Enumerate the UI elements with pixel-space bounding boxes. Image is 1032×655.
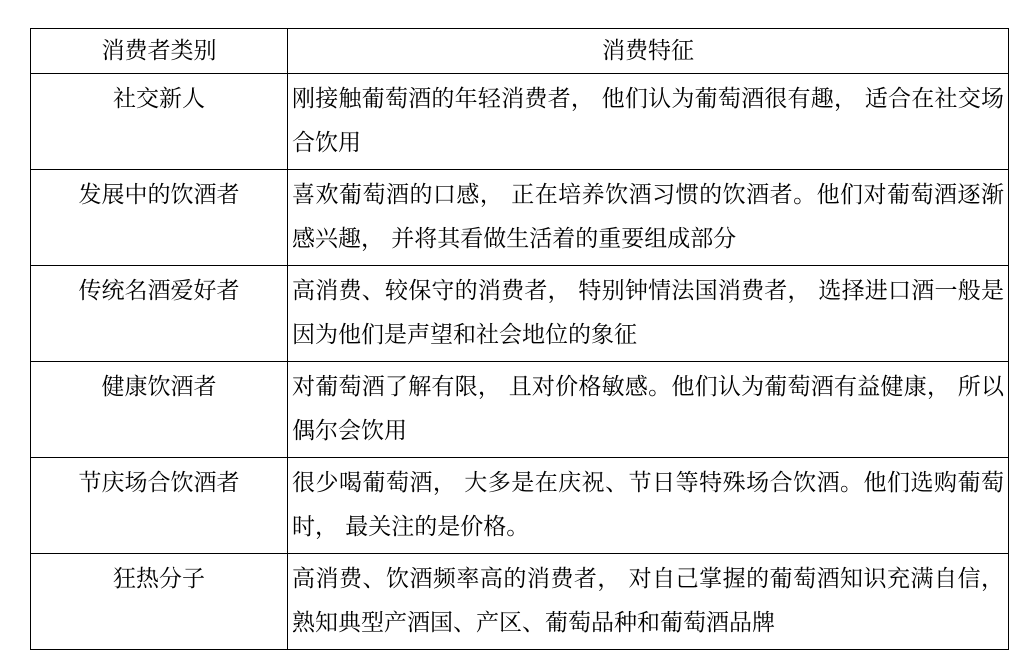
table-row [31, 74, 1009, 170]
feature-cell: 喜欢葡萄酒的口感， 正在培养饮酒习惯的饮酒者。他们对葡萄酒逐渐感兴趣， 并将其看做生活着的重要组成部分 [288, 170, 1009, 266]
consumer-table [30, 28, 1009, 650]
header-row [31, 29, 1009, 74]
feature-cell: 刚接触葡萄酒的年轻消费者， 他们认为葡萄酒很有趣， 适合在社交场合饮用 [288, 74, 1009, 170]
table-body [31, 74, 1009, 650]
category-cell: 狂热分子 [31, 554, 288, 650]
table-header [31, 29, 1009, 74]
category-cell: 传统名酒爱好者 [31, 266, 288, 362]
table-row [31, 170, 1009, 266]
category-cell: 发展中的饮酒者 [31, 170, 288, 266]
table-row [31, 362, 1009, 458]
category-cell: 健康饮酒者 [31, 362, 288, 458]
category-cell: 社交新人 [31, 74, 288, 170]
table-row [31, 266, 1009, 362]
feature-cell: 很少喝葡萄酒， 大多是在庆祝、节日等特殊场合饮酒。他们选购葡萄时， 最关注的是价格。 [288, 458, 1009, 554]
feature-cell: 对葡萄酒了解有限， 且对价格敏感。他们认为葡萄酒有益健康， 所以偶尔会饮用 [288, 362, 1009, 458]
table-row [31, 458, 1009, 554]
header-feature: 消费特征 [288, 29, 1009, 74]
table-row [31, 554, 1009, 650]
header-category: 消费者类别 [31, 29, 288, 74]
feature-cell: 高消费、较保守的消费者， 特别钟情法国消费者， 选择进口酒一般是因为他们是声望和社会地位的象征 [288, 266, 1009, 362]
category-cell: 节庆场合饮酒者 [31, 458, 288, 554]
feature-cell: 高消费、饮酒频率高的消费者， 对自己掌握的葡萄酒知识充满自信， 熟知典型产酒国、产区、葡萄品种和葡萄酒品牌 [288, 554, 1009, 650]
